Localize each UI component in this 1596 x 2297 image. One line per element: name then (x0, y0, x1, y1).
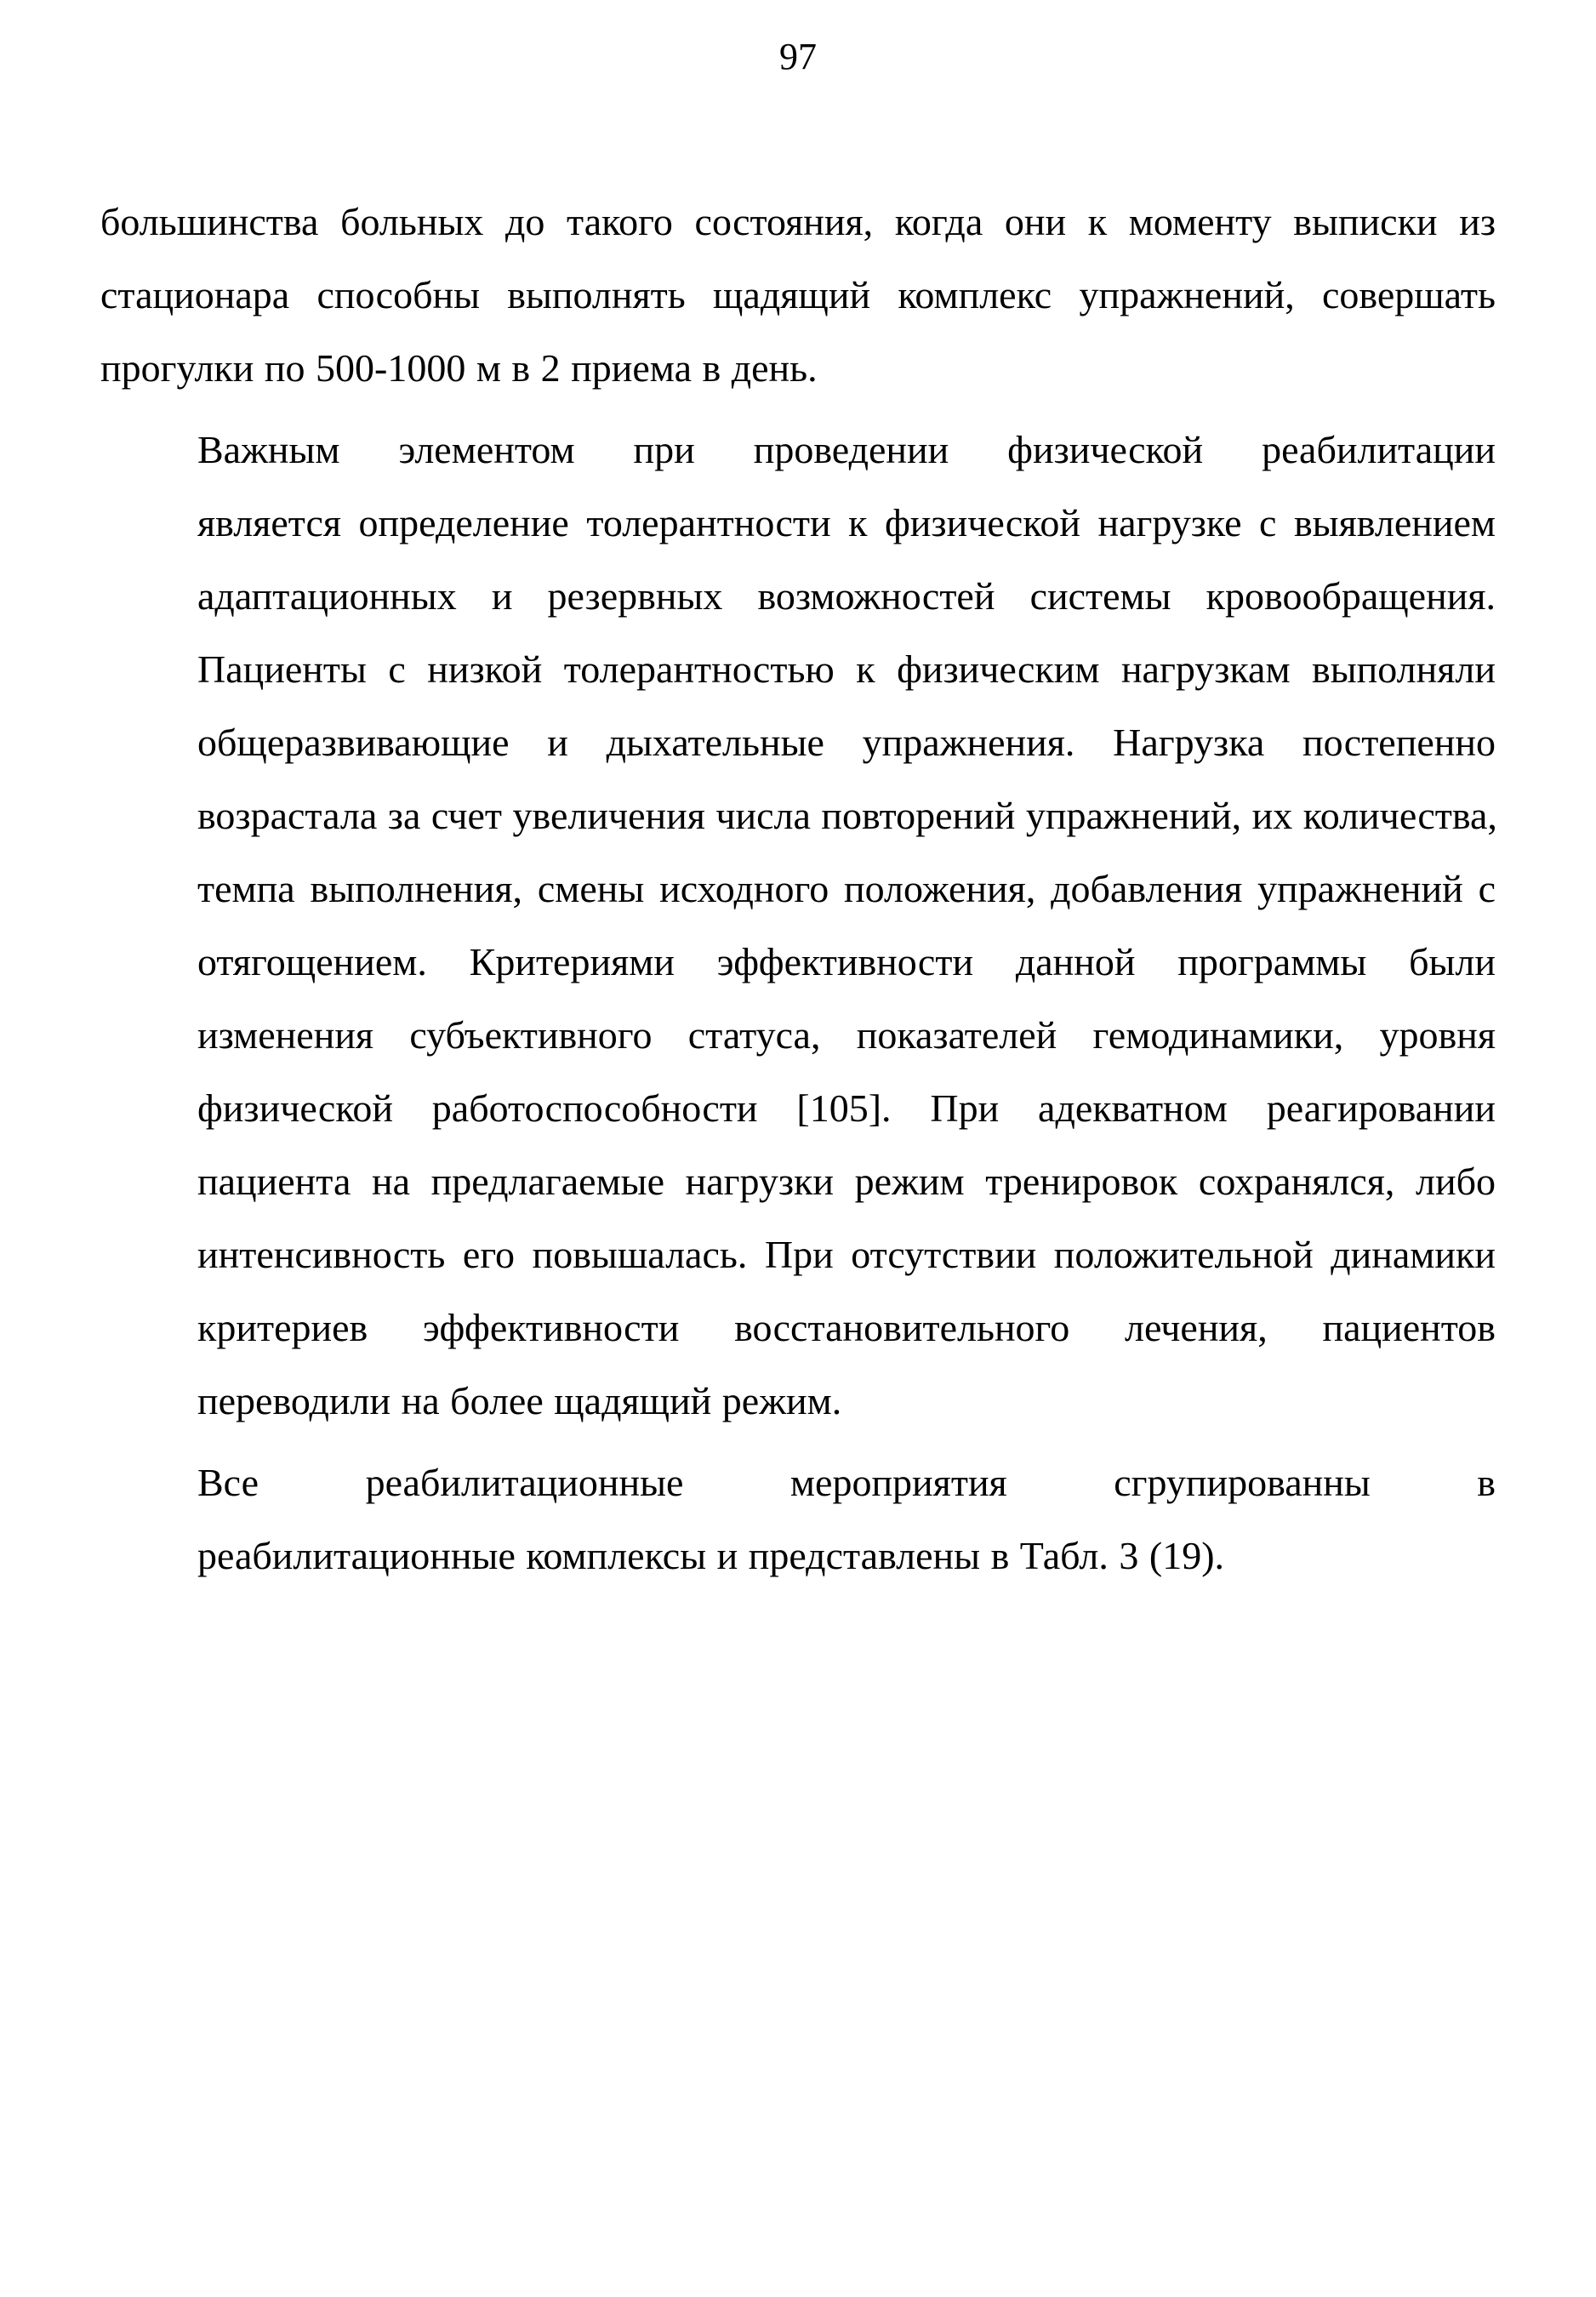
text-line: пациента на предлагаемые нагрузки режим тренировок сохранялся, либо (197, 1160, 1496, 1203)
paragraph-1 (100, 185, 1496, 405)
text-line: изменения субъективного статуса, показателей гемодинамики, уровня (197, 1013, 1496, 1057)
text-line: прогулки по 500-1000 м в 2 приема в день. (100, 346, 818, 390)
body-text (100, 185, 1496, 1601)
paragraph-3 (100, 1446, 1496, 1593)
text-line: критериев эффективности восстановительного лечения, пациентов (197, 1306, 1496, 1349)
paragraph-2 (100, 413, 1496, 1438)
page-number: 97 (779, 36, 817, 77)
text-line: переводили на более щадящий режим. (197, 1379, 842, 1422)
text-line: является определение толерантности к физической нагрузке с выявлением (197, 501, 1496, 544)
text-line: Все реабилитационные мероприятия сгрупированны в (197, 1461, 1496, 1504)
text-line: реабилитационные комплексы и представлены в Табл. 3 (19). (197, 1534, 1225, 1577)
text-line: физической работоспособности [105]. При адекватном реагировании (197, 1086, 1496, 1130)
text-line: интенсивность его повышалась. При отсутствии положительной динамики (197, 1233, 1496, 1276)
text-line: стационара способны выполнять щадящий комплекс упражнений, совершать (100, 273, 1496, 316)
text-line: общеразвивающие и дыхательные упражнения. Нагрузка постепенно (197, 721, 1496, 764)
text-line: Пациенты с низкой толерантностью к физическим нагрузкам выполняли (197, 647, 1496, 691)
text-line: адаптационных и резервных возможностей системы кровообращения. (197, 574, 1496, 618)
text-line: большинства больных до такого состояния, когда они к моменту выписки из (100, 200, 1496, 243)
text-line: возрастала за счет увеличения числа повторений упражнений, их количества, (197, 794, 1497, 837)
text-line: темпа выполнения, смены исходного положения, добавления упражнений с (197, 867, 1496, 910)
text-line: Важным элементом при проведении физической реабилитации (197, 428, 1496, 471)
text-line: отягощением. Критериями эффективности данной программы были (197, 940, 1496, 983)
